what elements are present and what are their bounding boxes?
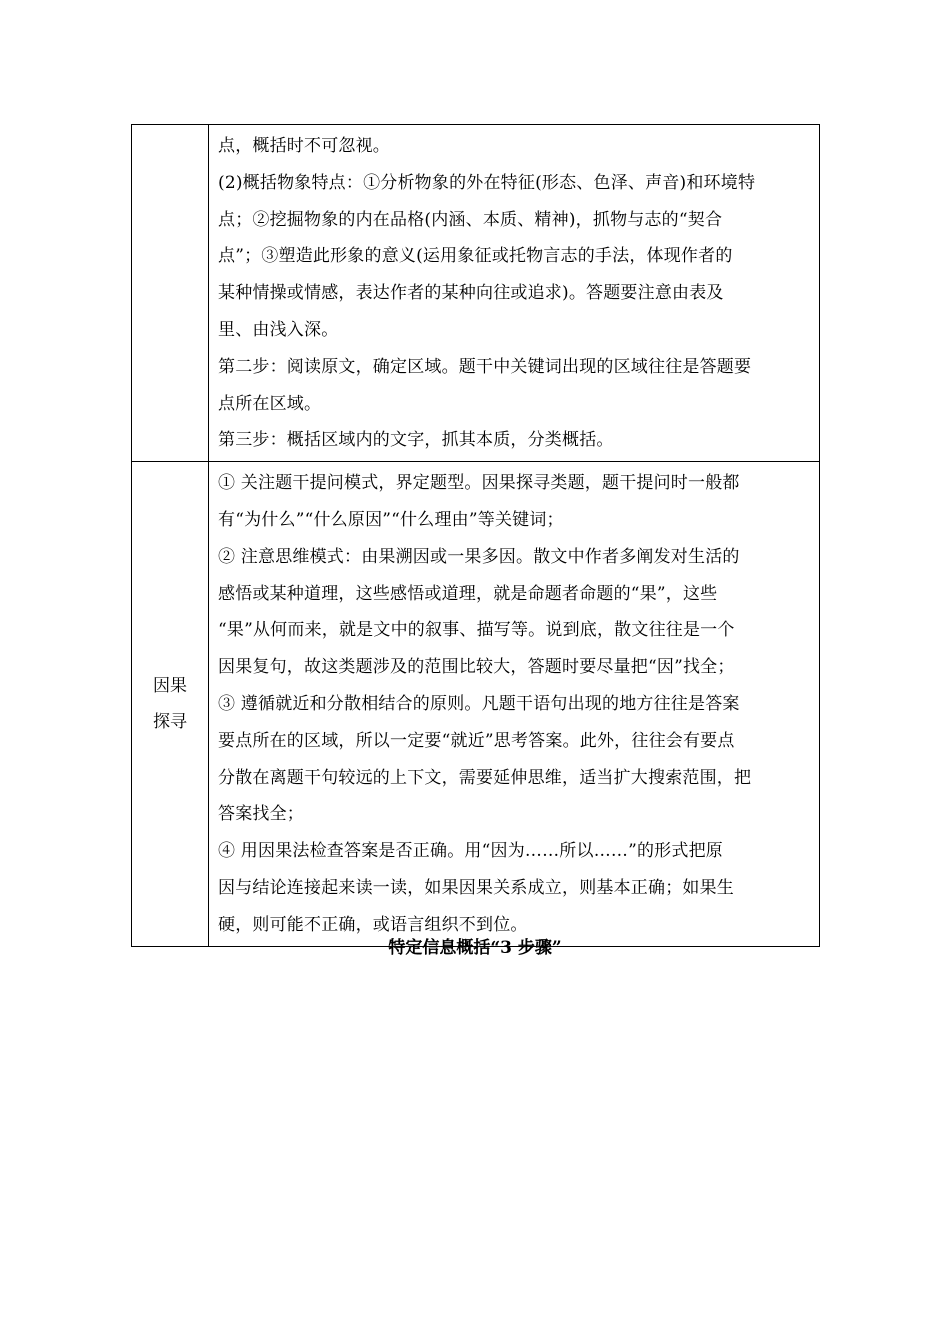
content-line: 点；②挖掘物象的内在品格(内涵、本质、精神)，抓物与志的“契合 xyxy=(218,209,723,230)
table-row xyxy=(132,462,820,946)
content-line: 里、由浅入深。 xyxy=(218,319,339,340)
row-label-cell xyxy=(132,125,209,462)
row-content-cell xyxy=(209,125,820,462)
row-content-cell xyxy=(209,462,820,946)
content-line: 感悟或某种道理，这些感悟或道理，就是命题者命题的“果”，这些 xyxy=(218,583,718,604)
content-line: 第二步：阅读原文，确定区域。题干中关键词出现的区域往往是答题要 xyxy=(218,356,752,377)
content-line: ④ 用因果法检查答案是否正确。用“因为……所以……”的形式把原 xyxy=(218,841,723,862)
content-line: 有“为什么”“什么原因”“什么理由”等关键词； xyxy=(218,509,564,530)
row-label-line: 探寻 xyxy=(153,711,187,732)
content-line: 点所在区域。 xyxy=(218,393,322,414)
content-line: 分散在离题干句较远的上下文，需要延伸思维，适当扩大搜索范围，把 xyxy=(218,767,752,788)
content-line: 要点所在的区域，所以一定要“就近”思考答案。此外，往往会有要点 xyxy=(218,730,735,751)
content-line: “果”从何而来，就是文中的叙事、描写等。说到底，散文往往是一个 xyxy=(218,620,735,641)
content-line: ① 关注题干提问模式，界定题型。因果探寻类题，题干提问时一般都 xyxy=(218,473,740,494)
content-line: 答案找全； xyxy=(218,804,304,825)
content-line: 因与结论连接起来读一读，如果因果关系成立，则基本正确；如果生 xyxy=(218,877,734,898)
content-line: 硬，则可能不正确，或语言组织不到位。 xyxy=(218,914,528,935)
content-line: 第三步：概括区域内的文字，抓其本质，分类概括。 xyxy=(218,430,614,451)
section-caption: 特定信息概括“3 步骤” xyxy=(388,938,562,958)
content-line: ② 注意思维模式：由果溯因或一果多因。散文中作者多阐发对生活的 xyxy=(218,546,740,567)
content-line: ③ 遵循就近和分散相结合的原则。凡题干语句出现的地方往往是答案 xyxy=(218,693,740,714)
content-line: (2)概括物象特点：①分析物象的外在特征(形态、色泽、声音)和环境特 xyxy=(218,172,756,193)
row-label-cell xyxy=(132,462,209,946)
content-line: 因果复句，故这类题涉及的范围比较大，答题时要尽量把“因”找全； xyxy=(218,657,735,678)
method-table xyxy=(131,124,820,947)
content-line: 点，概括时不可忽视。 xyxy=(218,136,390,156)
table-row xyxy=(132,125,820,462)
content-line: 点”；③塑造此形象的意义(运用象征或托物言志的手法，体现作者的 xyxy=(218,246,733,267)
content-line: 某种情操或情感，表达作者的某种向往或追求)。答题要注意由表及 xyxy=(218,283,724,304)
row-label-line: 因果 xyxy=(153,675,187,696)
